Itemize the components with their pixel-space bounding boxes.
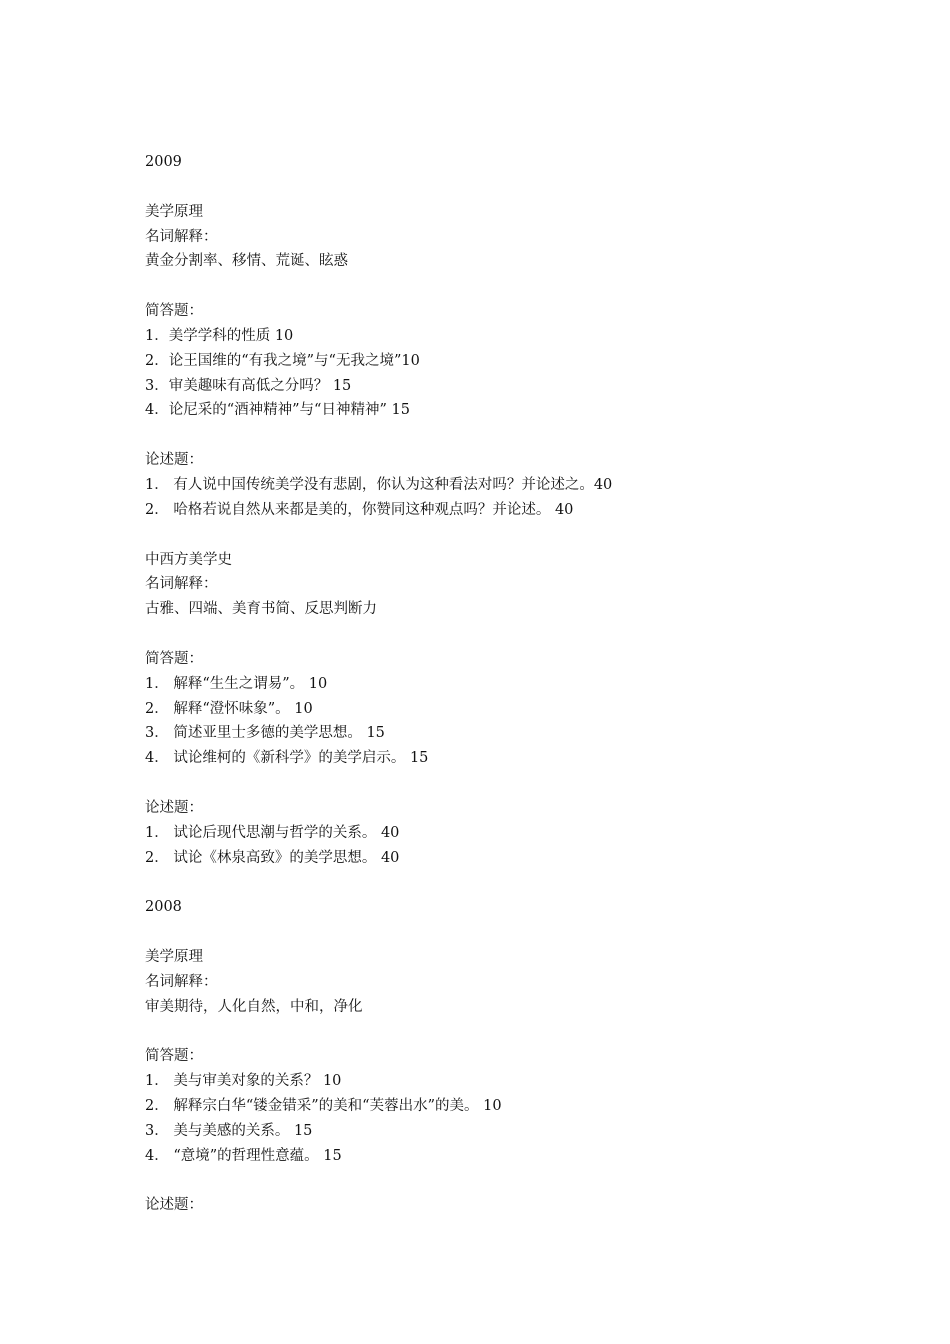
text-line: 2．论王国维的“有我之境”与“无我之境”10	[145, 352, 420, 369]
text-line: 3． 简述亚里士多德的美学思想。 15	[145, 725, 385, 742]
blank-line	[145, 175, 905, 200]
text-line: 1． 解释“生生之谓易”。 10	[145, 675, 328, 692]
blank-line	[145, 771, 905, 796]
text-line: 美学原理	[145, 203, 203, 220]
blank-line	[145, 523, 905, 548]
blank-line	[145, 274, 905, 299]
text-line: 2． 解释“澄怀味象”。 10	[145, 700, 313, 717]
text-line: 3．审美趣味有高低之分吗？ 15	[145, 377, 352, 394]
text-line: 美学原理	[145, 949, 203, 965]
blank-line	[145, 423, 905, 448]
text-line: 2． 试论《林泉高致》的美学思想。 40	[145, 849, 400, 866]
text-line: 2． 解释宗白华“镂金错采”的美和“芙蓉出水”的美。 10	[145, 1098, 502, 1115]
text-line: 论述题：	[145, 1197, 203, 1214]
text-line: 论述题：	[145, 452, 203, 469]
text-line: 黄金分割率、移情、荒诞、眩惑	[145, 253, 348, 270]
text-line: 4． “意境”的哲理性意蕴。 15	[145, 1147, 342, 1164]
text-line: 简答题：	[145, 303, 203, 320]
text-line: 古雅、四端、美育书简、反思判断力	[145, 601, 377, 618]
text-line: 简答题：	[145, 1048, 203, 1065]
text-line: 论述题：	[145, 799, 203, 816]
text-line: 1．美学学科的性质 10	[145, 327, 294, 344]
text-line: 2008	[145, 899, 182, 916]
text-line: 1． 试论后现代思潮与哲学的关系。 40	[145, 824, 400, 841]
text-line: 简答题：	[145, 650, 203, 667]
text-line: 1． 有人说中国传统美学没有悲剧，你认为这种看法对吗？并论述之。40	[145, 476, 613, 493]
blank-line	[145, 920, 905, 945]
document-body	[145, 150, 905, 1218]
text-line: 1． 美与审美对象的关系？ 10	[145, 1073, 342, 1090]
text-line: 2009	[145, 154, 182, 170]
blank-line	[145, 1020, 905, 1045]
text-line: 4．论尼采的“酒神精神”与“日神精神” 15	[145, 402, 410, 419]
text-line: 2． 哈格若说自然从来都是美的，你赞同这种观点吗？并论述。 40	[145, 501, 574, 518]
text-line: 名词解释：	[145, 228, 218, 245]
text-line: 4． 试论维柯的《新科学》的美学启示。 15	[145, 750, 429, 767]
blank-line	[145, 1169, 905, 1194]
text-line: 名词解释：	[145, 973, 218, 990]
text-line: 名词解释：	[145, 576, 218, 593]
blank-line	[145, 870, 905, 895]
text-line: 审美期待，人化自然，中和，净化	[145, 998, 363, 1015]
blank-line	[145, 622, 905, 647]
text-line: 3． 美与美感的关系。 15	[145, 1122, 313, 1139]
text-line: 中西方美学史	[145, 551, 232, 568]
